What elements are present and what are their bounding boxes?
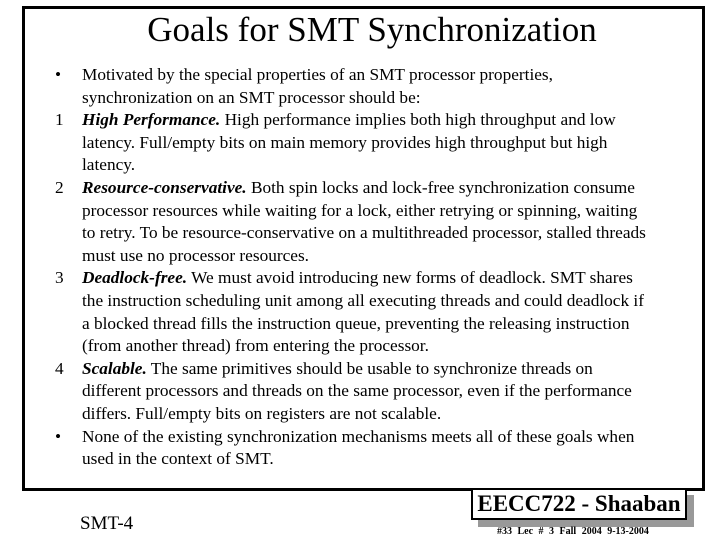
list-text	[82, 177, 646, 267]
course-badge: EECC722 - Shaaban	[471, 488, 687, 520]
line-text: synchronization on an SMT processor should be:	[82, 87, 421, 107]
line-text: different processors and threads on the same processor, even if the performance	[82, 381, 632, 401]
list-marker: 4	[55, 358, 64, 378]
slide-label: SMT-4	[80, 513, 134, 534]
line-text: must use no processor resources.	[82, 245, 310, 265]
text-line	[82, 403, 632, 426]
goal-name: Scalable.	[82, 358, 147, 378]
slide-title: Goals for SMT Synchronization	[147, 10, 597, 49]
text-line	[82, 380, 632, 403]
goal-name: Deadlock-free.	[82, 268, 188, 288]
line-text: latency. Full/empty bits on main memory provides high throughput but high	[82, 132, 608, 152]
line-text: High performance implies both high throughput and low	[220, 110, 616, 130]
line-text: to retry. To be resource-conservative on a multithreaded processor, stalled threads	[82, 223, 646, 243]
text-line	[82, 267, 644, 290]
list-text	[82, 426, 634, 471]
line-text: processor resources while waiting for a lock, either retrying or spinning, waiting	[82, 200, 638, 220]
line-text: The same primitives should be usable to synchronize threads on	[146, 358, 593, 378]
text-line	[82, 222, 646, 245]
list-item	[55, 109, 646, 177]
line-text: We must avoid introducing new forms of deadlock. SMT shares	[187, 268, 633, 288]
text-line	[82, 426, 634, 449]
list-marker: 2	[55, 177, 64, 197]
goal-name: Resource-conservative.	[82, 177, 247, 197]
list-item	[55, 358, 646, 426]
text-line	[82, 200, 646, 223]
line-text: None of the existing synchronization mechanisms meets all of these goals when	[82, 426, 635, 446]
text-line	[82, 290, 644, 313]
text-line	[82, 64, 553, 87]
text-line	[82, 358, 632, 381]
line-text: the instruction scheduling unit among all executing threads and could deadlock if	[82, 290, 644, 310]
text-line	[82, 132, 616, 155]
text-line	[82, 154, 616, 177]
line-text: used in the context of SMT.	[82, 449, 274, 469]
list-text	[82, 64, 553, 109]
footer-rule-right	[685, 488, 705, 491]
list-item	[55, 426, 646, 471]
line-text: (from another thread) from entering the processor.	[82, 336, 429, 356]
line-text: Both spin locks and lock-free synchronization consume	[246, 177, 635, 197]
text-line	[82, 245, 646, 268]
list-item	[55, 267, 646, 357]
list-text	[82, 267, 644, 357]
goal-name: High Performance.	[82, 110, 221, 130]
list-marker: 3	[55, 268, 64, 288]
list-marker: •	[55, 65, 62, 84]
line-text: latency.	[82, 155, 136, 175]
text-line	[82, 448, 634, 471]
line-text: differs. Full/empty bits on registers are not scalable.	[82, 403, 442, 423]
list-text	[82, 358, 632, 426]
slide-body	[55, 64, 646, 471]
text-line	[82, 109, 616, 132]
list-item	[55, 64, 646, 109]
line-text: Motivated by the special properties of an SMT processor properties,	[82, 65, 553, 84]
text-line	[82, 335, 644, 358]
list-marker: •	[55, 426, 62, 446]
list-text	[82, 109, 616, 177]
line-text: a blocked thread fills the instruction queue, preventing the releasing instruction	[82, 313, 630, 333]
list-item	[55, 177, 646, 267]
list-marker: 1	[55, 110, 64, 130]
footer-rule	[22, 488, 472, 491]
text-line	[82, 177, 646, 200]
slide-info: #33 Lec # 3 Fall 2004 9-13-2004	[497, 526, 649, 537]
text-line	[82, 87, 553, 110]
text-line	[82, 313, 644, 336]
